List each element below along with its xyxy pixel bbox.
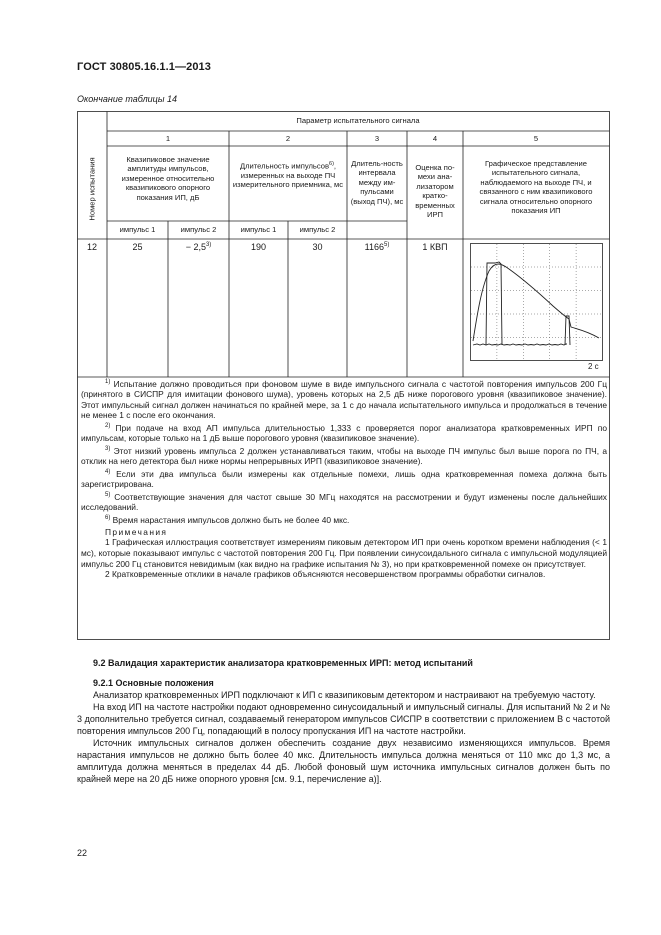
paragraph-3: Источник импульсных сигналов должен обеспечить создание двух независимо изменяющихся импульсов. Время нарастания импульсов не должно быть более 40 мкс. Длительность импульса должна меняться от 110 мкс до 1,3 мс, а амплитуда должна меняться в пределах 44 дБ. Любой фоновый шум источника импульсных сигналов должен быть по крайней мере на 20 дБ ниже опорного уровня [см. 9.1, перечисление а)]. (77, 738, 610, 784)
note-1: 1 Графическая иллюстрация соответствует измерениям пиковым детектором ИП при очень коротком времени наблюдения (< 1 мс), которые показывают импульс с частотой повторения 200 Гц. При появлении синусоидального сигнала с импульсной модуляцией импульс 200 Гц становится невидимым (как видно на графике испытания № 3), но при кратковременной помехе он присутствует. (81, 537, 607, 569)
document-header: ГОСТ 30805.16.1.1—2013 (77, 61, 211, 73)
footnote-5: $^{5)}$ Соответствующие значения для частот свыше 30 МГц находятся на рассмотрении и будут изменены после дальнейших исследований. (81, 491, 607, 512)
col-num-3: 3 (374, 134, 380, 143)
row-dur-pulse2: 30 (312, 242, 323, 252)
table-caption: Окончание таблицы 14 (77, 94, 177, 104)
amplitude-header: Квазипиковое значение амплитуды импульсов, измеренное относительно квазипикового опорного показания ИП, дБ (121, 155, 215, 202)
subheader-amp-pulse2: импульс 2 (180, 225, 217, 234)
page-number: 22 (77, 848, 88, 858)
col-num-1: 1 (165, 134, 171, 143)
notes-title: Примечания (105, 526, 168, 537)
footnote-3: $^{3)}$ Этот низкий уровень импульса 2 должен устанавливаться таким, чтобы на выходе ПЧ импульс был выше порога по ПЧ, а отклик на него детектора был ниже нормы непрерывных ИРП (квазипиковое значение). (81, 445, 607, 467)
row-test-number: 12 (86, 242, 97, 252)
row-estimate: 1 КВП (422, 242, 448, 252)
oscilloscope-chart (471, 244, 603, 361)
row-amp-pulse1: 25 (132, 242, 143, 252)
test-number-header: Номер испытания (87, 157, 97, 221)
subsection-heading: 9.2.1 Основные положения (93, 678, 214, 688)
subheader-dur-pulse2: импульс 2 (299, 225, 336, 234)
row-amp-pulse2: − $2,5^{3)}$ (185, 242, 212, 252)
note-2: 2 Кратковременные отклики в начале графиков объясняются несовершенством программы обработки сигналов. (105, 569, 546, 580)
duration-header: Длительность импульсов$^{6)}$, измеренных на выходе ПЧ измерительного приемника, мс (232, 161, 344, 190)
paragraph-1: Анализатор кратковременных ИРП подключают к ИП с квазипиковым детектором и настраивают на требуемую частоту. (93, 690, 596, 700)
footnote-6: $^{6)}$ Время нарастания импульсов должно быть не более 40 мкс. (105, 514, 350, 525)
row-interval: 1166$^{5)}$ (364, 242, 390, 252)
footnote-1: $^{1)}$ Испытание должно проводиться при фоновом шуме в виде импульсного сигнала с частотой повторения импульсов 200 Гц (принятого в СИСПР для имитации фонового шума), уровень которых на 2,5 дБ ниже порогового уровня (квазипиковое значение). Этот импульсный сигнал должен начинаться по крайней мере, за 1 с до начала испытательного импульса и продолжаться в течение не менее 1 с после его окончания. (81, 378, 607, 421)
section-9-2 (77, 657, 610, 785)
paragraph-2: На вход ИП на частоте настройки подают одновременно синусоидальный и импульсный сигналы. Для испытаний № 2 и № 3 дополнительно требуется сигнал, создаваемый генератором импульсов СИСПР в соответствии с приложением В с частотой повторения импульсов 200 Гц, попадающий в полосу пропускания ИП на частоте настройки. (77, 702, 610, 736)
param-header: Параметр испытательного сигнала (296, 116, 420, 125)
subheader-amp-pulse1: импульс 1 (119, 225, 156, 234)
footnote-2: $^{2)}$ При подаче на вход АП импульса длительностью 1,333 с проверяется порог анализатора кратковременных ИРП по импульсам, которые только на 1 дБ выше порогового уровня (квазипиковое значение). (81, 422, 607, 444)
interval-header: Длитель-ность интервала между им-пульсами (выход ПЧ), мс (350, 159, 404, 206)
row-dur-pulse1: 190 (250, 242, 267, 252)
graphic-header: Графическое представление испытательного сигнала, наблюдаемого на выходе ПЧ, и связанного с ним квазипикового сигнала относительно опорного показания ИП (479, 159, 593, 216)
footnote-4: $^{4)}$ Если эти два импульса были измерены как отдельные помехи, лишь одна кратковременная помеха должна быть зарегистрирована. (81, 468, 607, 490)
col-num-2: 2 (285, 134, 291, 143)
footnotes-block (81, 377, 607, 580)
subheader-dur-pulse1: импульс 1 (240, 225, 277, 234)
col-num-4: 4 (432, 134, 438, 143)
col-num-5: 5 (533, 134, 539, 143)
chart-time-label: 2 с (588, 362, 599, 371)
section-heading: 9.2 Валидация характеристик анализатора кратковременных ИРП: метод испытаний (93, 658, 473, 668)
estimate-header: Оценка по-мехи ана-лизатором кратко-временных ИРП (415, 163, 455, 220)
